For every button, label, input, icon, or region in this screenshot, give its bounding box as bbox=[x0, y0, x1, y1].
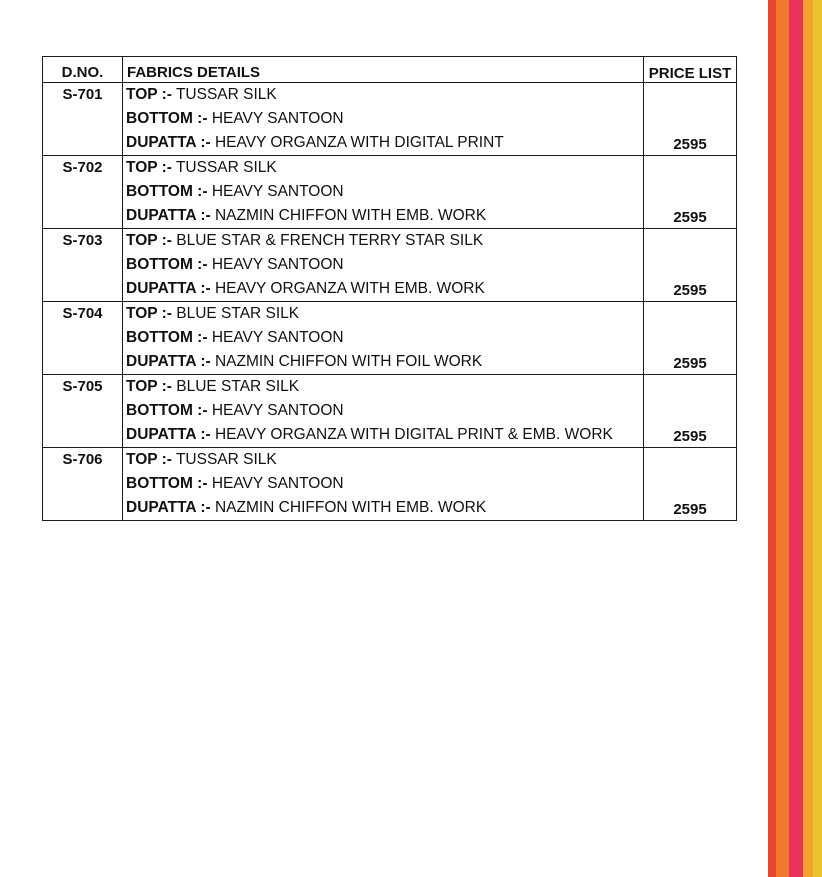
price-value: 2595 bbox=[644, 448, 737, 521]
fabric-details-cell bbox=[123, 156, 644, 229]
design-number: S-701 bbox=[43, 83, 123, 156]
design-number: S-705 bbox=[43, 375, 123, 448]
fabric-top-value: TUSSAR SILK bbox=[175, 86, 277, 103]
price-value: 2595 bbox=[644, 83, 737, 156]
fabric-dupatta-line bbox=[123, 277, 643, 301]
fabric-top-value: BLUE STAR SILK bbox=[176, 305, 300, 322]
fabric-top-line bbox=[123, 156, 643, 180]
fabric-bottom-value: HEAVY SANTOON bbox=[211, 329, 344, 346]
fabric-top-label: TOP :- bbox=[126, 232, 172, 249]
fabric-dupatta-line bbox=[123, 423, 643, 447]
fabric-top-value: BLUE STAR & FRENCH TERRY STAR SILK bbox=[176, 232, 484, 249]
fabric-top-value: TUSSAR SILK bbox=[175, 451, 277, 468]
price-value: 2595 bbox=[644, 302, 737, 375]
fabric-bottom-label: BOTTOM :- bbox=[126, 256, 208, 273]
fabric-bottom-value: HEAVY SANTOON bbox=[211, 110, 344, 127]
fabric-top-label: TOP :- bbox=[126, 305, 172, 322]
price-value: 2595 bbox=[644, 375, 737, 448]
fabric-dupatta-line bbox=[123, 204, 643, 228]
table-row bbox=[43, 448, 737, 521]
fabric-details-cell bbox=[123, 229, 644, 302]
fabric-dupatta-label: DUPATTA :- bbox=[126, 280, 211, 297]
fabric-bottom-line bbox=[123, 107, 643, 131]
fabric-bottom-line bbox=[123, 253, 643, 277]
fabric-bottom-value: HEAVY SANTOON bbox=[211, 402, 344, 419]
table-header-row bbox=[43, 57, 737, 83]
fabric-bottom-label: BOTTOM :- bbox=[126, 475, 208, 492]
fabric-bottom-value: HEAVY SANTOON bbox=[211, 183, 344, 200]
fabric-details-cell bbox=[123, 375, 644, 448]
fabric-details-cell bbox=[123, 83, 644, 156]
color-stripe bbox=[803, 0, 813, 877]
design-number: S-706 bbox=[43, 448, 123, 521]
fabric-dupatta-value: NAZMIN CHIFFON WITH FOIL WORK bbox=[214, 353, 483, 370]
fabric-dupatta-value: HEAVY ORGANZA WITH DIGITAL PRINT & EMB. WORK bbox=[214, 426, 613, 443]
fabric-top-line bbox=[123, 448, 643, 472]
header-price-list: PRICE LIST bbox=[644, 57, 737, 83]
fabric-dupatta-label: DUPATTA :- bbox=[126, 426, 211, 443]
color-stripe bbox=[776, 0, 789, 877]
fabric-dupatta-label: DUPATTA :- bbox=[126, 499, 211, 516]
fabric-top-label: TOP :- bbox=[126, 451, 172, 468]
fabric-dupatta-label: DUPATTA :- bbox=[126, 134, 211, 151]
fabric-dupatta-line bbox=[123, 350, 643, 374]
table-row bbox=[43, 83, 737, 156]
fabric-bottom-value: HEAVY SANTOON bbox=[211, 475, 344, 492]
fabric-bottom-line bbox=[123, 326, 643, 350]
fabric-top-line bbox=[123, 302, 643, 326]
header-dno: D.NO. bbox=[43, 57, 123, 83]
table-row bbox=[43, 375, 737, 448]
fabric-dupatta-value: NAZMIN CHIFFON WITH EMB. WORK bbox=[214, 499, 487, 516]
fabric-dupatta-value: HEAVY ORGANZA WITH EMB. WORK bbox=[214, 280, 485, 297]
color-stripe bbox=[789, 0, 803, 877]
fabric-top-value: TUSSAR SILK bbox=[175, 159, 277, 176]
fabric-dupatta-line bbox=[123, 131, 643, 155]
fabric-bottom-line bbox=[123, 399, 643, 423]
fabric-bottom-label: BOTTOM :- bbox=[126, 183, 208, 200]
table-row bbox=[43, 302, 737, 375]
table-row bbox=[43, 156, 737, 229]
fabric-dupatta-line bbox=[123, 496, 643, 520]
fabric-top-value: BLUE STAR SILK bbox=[176, 378, 300, 395]
fabric-dupatta-label: DUPATTA :- bbox=[126, 353, 211, 370]
fabric-bottom-value: HEAVY SANTOON bbox=[211, 256, 344, 273]
fabric-dupatta-value: HEAVY ORGANZA WITH DIGITAL PRINT bbox=[214, 134, 504, 151]
design-number: S-702 bbox=[43, 156, 123, 229]
color-stripe bbox=[768, 0, 776, 877]
fabric-top-line bbox=[123, 229, 643, 253]
fabric-top-label: TOP :- bbox=[126, 378, 172, 395]
fabric-bottom-label: BOTTOM :- bbox=[126, 329, 208, 346]
price-list-table bbox=[42, 56, 737, 521]
fabric-top-line bbox=[123, 83, 643, 107]
table-row bbox=[43, 229, 737, 302]
price-value: 2595 bbox=[644, 229, 737, 302]
fabric-top-label: TOP :- bbox=[126, 86, 172, 103]
fabric-bottom-label: BOTTOM :- bbox=[126, 110, 208, 127]
header-fabrics-details: FABRICS DETAILS bbox=[123, 57, 644, 83]
fabric-bottom-line bbox=[123, 472, 643, 496]
fabric-details-cell bbox=[123, 302, 644, 375]
design-number: S-704 bbox=[43, 302, 123, 375]
fabric-dupatta-label: DUPATTA :- bbox=[126, 207, 211, 224]
color-stripes bbox=[768, 0, 822, 877]
fabric-top-line bbox=[123, 375, 643, 399]
fabric-bottom-line bbox=[123, 180, 643, 204]
price-value: 2595 bbox=[644, 156, 737, 229]
fabric-dupatta-value: NAZMIN CHIFFON WITH EMB. WORK bbox=[214, 207, 487, 224]
design-number: S-703 bbox=[43, 229, 123, 302]
color-stripe bbox=[813, 0, 822, 877]
fabric-bottom-label: BOTTOM :- bbox=[126, 402, 208, 419]
fabric-top-label: TOP :- bbox=[126, 159, 172, 176]
fabric-details-cell bbox=[123, 448, 644, 521]
